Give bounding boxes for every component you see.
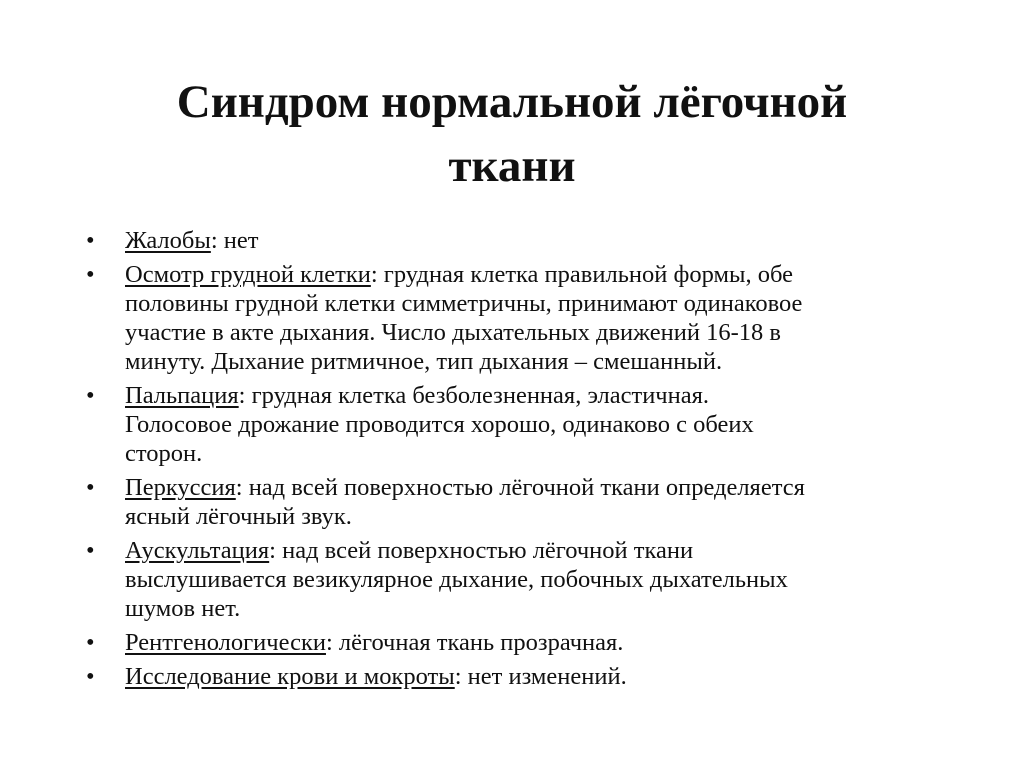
title-line: Синдром нормальной лёгочной [176,76,848,128]
item-term: Осмотр грудной клетки [125,261,371,288]
item-line [125,226,986,255]
item-term: Пальпация [125,382,239,409]
item-line: половины грудной клетки симметричны, принимают одинаковое [125,290,803,317]
item-line [125,662,986,691]
item-term: Жалобы [125,227,211,254]
item-line: ясный лёгочный звук. [125,503,352,530]
bullet-list [86,226,986,696]
item-line: Голосовое дрожание проводится хорошо, одинаково с обеих [125,411,754,438]
item-text: : над всей поверхностью лёгочной ткани [269,537,694,564]
list-item [86,226,986,255]
bullet-icon: • [86,474,95,501]
item-text: : грудная клетка правильной формы, обе [370,261,793,288]
list-item [86,662,986,691]
item-line: выслушивается везикулярное дыхание, побочных дыхательных [125,566,788,593]
list-item [86,473,986,531]
slide-title [0,70,1024,198]
bullet-icon: • [86,663,95,690]
bullet-icon: • [86,629,95,656]
list-item [86,260,986,376]
bullet-icon: • [86,382,95,409]
list-item [86,381,986,468]
item-line: сторон. [125,440,203,467]
list-item [86,536,986,623]
item-line [125,473,986,502]
item-term: Перкуссия [125,474,236,501]
bullet-icon: • [86,537,95,564]
item-text: : грудная клетка безболезненная, эластичная. [238,382,710,409]
item-line: шумов нет. [125,595,241,622]
item-term: Аускультация [125,537,270,564]
item-line [125,628,986,657]
item-line: минуту. Дыхание ритмичное, тип дыхания – смешанный. [125,348,723,375]
item-line [125,260,986,289]
item-line [125,381,986,410]
bullet-icon: • [86,261,95,288]
item-line: участие в акте дыхания. Число дыхательных движений 16-18 в [125,319,781,346]
item-text: : лёгочная ткань прозрачная. [325,629,624,656]
item-text: : нет [210,227,259,254]
item-term: Рентгенологически [125,629,326,656]
item-text: : над всей поверхностью лёгочной ткани определяется [235,474,805,501]
title-line: ткани [448,140,576,192]
item-term: Исследование крови и мокроты [125,663,455,690]
bullet-icon: • [86,227,95,254]
item-line [125,536,986,565]
list-item [86,628,986,657]
item-text: : нет изменений. [454,663,627,690]
